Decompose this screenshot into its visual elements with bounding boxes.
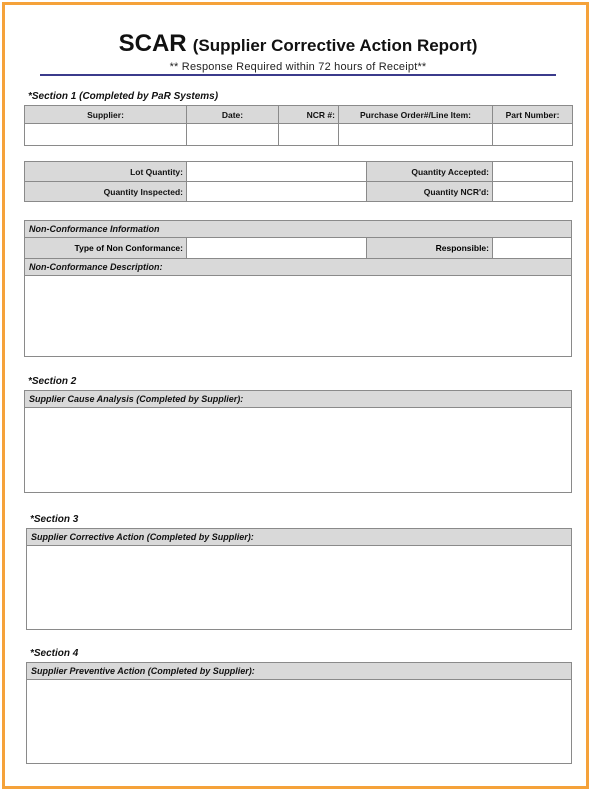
corrective-action-label: Supplier Corrective Action (Completed by Supplier): (27, 529, 571, 546)
nonconformance-title: Non-Conformance Information (25, 221, 571, 238)
page-title (40, 30, 556, 60)
preventive-action-label: Supplier Preventive Action (Completed by Supplier): (27, 663, 571, 680)
nonconformance-description-field[interactable] (25, 276, 571, 356)
nonconformance-type-row (25, 238, 571, 259)
title-sub: (Supplier Corrective Action Report) (192, 36, 478, 55)
quantity-ncrd-label: Quantity NCR'd: (367, 182, 493, 202)
cause-analysis-label: Supplier Cause Analysis (Completed by Supplier): (25, 391, 571, 408)
preventive-action-field[interactable] (27, 680, 571, 764)
quantity-inspected-label: Quantity Inspected: (25, 182, 187, 202)
cause-analysis-box (24, 390, 572, 493)
quantity-accepted-field[interactable] (493, 162, 573, 182)
part-number-field[interactable] (493, 124, 573, 146)
corrective-action-field[interactable] (27, 546, 571, 630)
date-field[interactable] (187, 124, 279, 146)
type-of-nonconformance-field[interactable] (187, 238, 367, 258)
responsible-field[interactable] (493, 238, 571, 258)
supplier-field[interactable] (25, 124, 187, 146)
lot-quantity-label: Lot Quantity: (25, 162, 187, 182)
type-of-nonconformance-label: Type of Non Conformance: (25, 238, 187, 258)
header (40, 30, 556, 74)
section2-heading: *Section 2 (28, 376, 77, 387)
preventive-action-box (26, 662, 572, 764)
nonconformance-box (24, 220, 572, 357)
quantity-table (24, 161, 573, 202)
cause-analysis-field[interactable] (25, 408, 571, 493)
ncr-field[interactable] (279, 124, 339, 146)
lot-quantity-field[interactable] (187, 162, 367, 182)
po-line-field[interactable] (339, 124, 493, 146)
section1-heading: *Section 1 (Completed by PaR Systems) (28, 91, 219, 102)
quantity-ncrd-field[interactable] (493, 182, 573, 202)
supplier-label: Supplier: (25, 106, 187, 124)
corrective-action-box (26, 528, 572, 630)
part-number-label: Part Number: (493, 106, 573, 124)
nonconformance-description-label: Non-Conformance Description: (25, 259, 571, 276)
ncr-label: NCR #: (279, 106, 339, 124)
date-label: Date: (187, 106, 279, 124)
page-subtitle: ** Response Required within 72 hours of Receipt** (169, 61, 427, 73)
title-main: SCAR (118, 30, 187, 57)
po-line-label: Purchase Order#/Line Item: (339, 106, 493, 124)
section3-heading: *Section 3 (30, 514, 79, 525)
section1-header-table (24, 105, 573, 146)
responsible-label: Responsible: (367, 238, 493, 258)
title-divider (40, 74, 556, 76)
section4-heading: *Section 4 (30, 648, 79, 659)
quantity-accepted-label: Quantity Accepted: (367, 162, 493, 182)
quantity-inspected-field[interactable] (187, 182, 367, 202)
